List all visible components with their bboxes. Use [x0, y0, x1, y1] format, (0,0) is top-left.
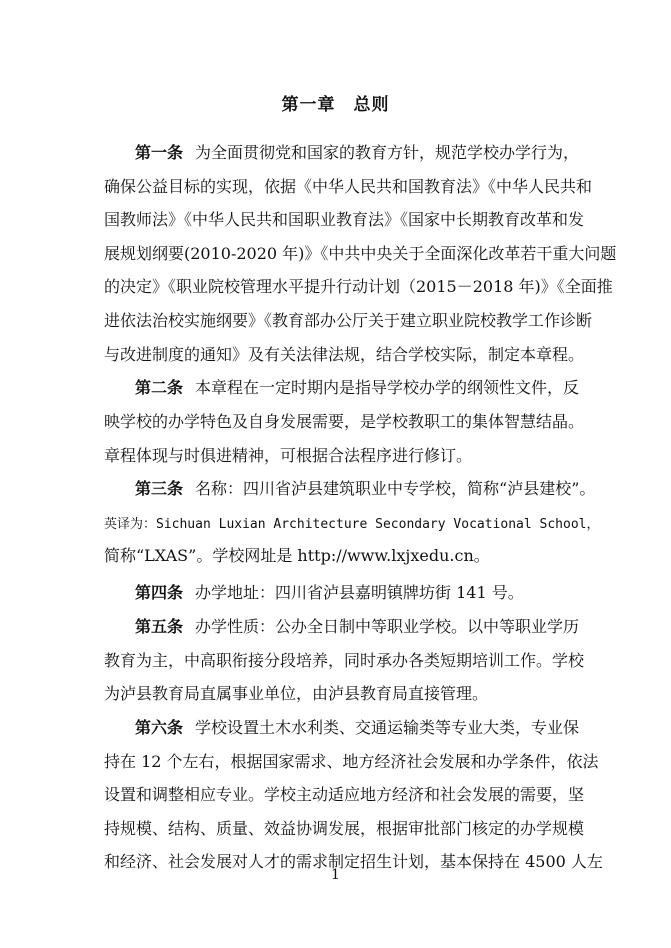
- article-3-label: 第三条: [135, 479, 184, 498]
- article-3-line-1: 第三条 名称：四川省泸县建筑职业中专学校，简称“泸县建校”。: [135, 479, 596, 498]
- article-2-label: 第二条: [135, 378, 184, 397]
- article-6-line-2: 持在 12 个左右，根据国家需求、地方经济社会发展和办学条件，依法: [104, 752, 599, 771]
- article-1-label: 第一条: [135, 143, 184, 162]
- article-6-label: 第六条: [135, 718, 184, 737]
- chapter-number: 第一章: [281, 95, 336, 115]
- article-1-line-5: 的决定》《职业院校管理水平提升行动计划（2015－2018 年)》《全面推: [104, 277, 613, 296]
- article-4-line-1: 第四条 办学地址：四川省泸县嘉明镇牌坊街 141 号。: [135, 583, 524, 602]
- article-1-line-3: 国教师法》《中华人民共和国职业教育法》《国家中长期教育改革和发: [104, 210, 585, 229]
- article-5-label: 第五条: [135, 617, 184, 636]
- article-3-line-2: 英译为：Sichuan Luxian Architecture Secondary Vocational School，: [104, 517, 600, 532]
- article-5-line-3: 为泸县教育局直属事业单位，由泸县教育局直接管理。: [104, 684, 489, 703]
- article-5-line-1: 第五条 办学性质：公办全日制中等职业学校。以中等职业学历: [135, 617, 580, 636]
- article-6-line-5: 和经济、社会发展对人才的需求制定招生计划，基本保持在 4500 人左: [104, 852, 603, 871]
- chapter-name: 总则: [353, 95, 390, 115]
- article-1-line-1: 第一条 为全面贯彻党和国家的教育方针，规范学校办学行为，: [135, 143, 580, 162]
- article-3-line-3: 简称“LXAS”。学校网址是 http://www.lxjxedu.cn。: [104, 546, 490, 565]
- article-6-line-4: 持规模、结构、质量、效益协调发展，根据审批部门核定的办学规模: [104, 819, 585, 838]
- article-2-line-1: 第二条 本章程在一定时期内是指导学校办学的纲领性文件，反: [135, 378, 580, 397]
- article-2-line-3: 章程体现与时俱进精神，可根据合法程序进行修订。: [104, 446, 473, 465]
- article-1-line-7: 与改进制度的通知》及有关法律法规，结合学校实际，制定本章程。: [104, 345, 585, 364]
- chapter-title: [0, 90, 671, 115]
- article-4-label: 第四条: [135, 583, 184, 602]
- article-1-line-6: 进依法治校实施纲要》《教育部办公厅关于建立职业院校教学工作诊断: [104, 311, 593, 330]
- article-5-line-2: 教育为主，中高职衔接分段培养，同时承办各类短期培训工作。学校: [104, 651, 585, 670]
- article-1-line-4: 展规划纲要(2010-2020 年)》《中共中央关于全面深化改革若干重大问题: [104, 244, 617, 263]
- article-1-line-2: 确保公益目标的实现，依据《中华人民共和国教育法》《中华人民共和: [104, 177, 593, 196]
- article-2-line-2: 映学校的办学特色及自身发展需要，是学校教职工的集体智慧结晶。: [104, 412, 585, 431]
- article-6-line-1: 第六条 学校设置土木水利类、交通运输类等专业大类，专业保: [135, 718, 580, 737]
- page-number: 1: [331, 867, 340, 883]
- article-6-line-3: 设置和调整相应专业。学校主动适应地方经济和社会发展的需要，坚: [104, 785, 585, 804]
